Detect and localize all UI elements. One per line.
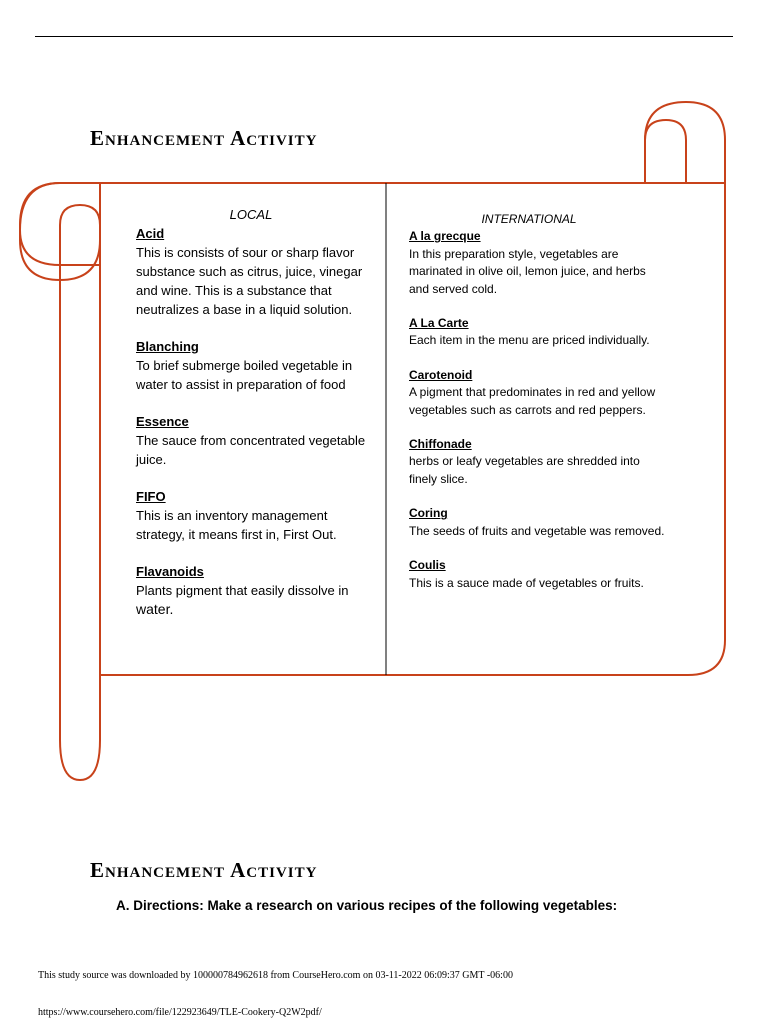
def-flavanoids-part2: water. [136,601,174,617]
term-a-la-carte: A La Carte [409,316,469,331]
international-title: INTERNATIONAL [481,212,577,226]
term-blanching: Blanching [136,339,199,354]
intl-entry-coulis [409,557,669,592]
def-essence: The sauce from concentrated vegetable juice. [136,433,366,467]
footer-url[interactable]: https://www.coursehero.com/file/122923649/TLE-Cookery-Q2W2pdf/ [38,1007,322,1018]
term-coulis: Coulis [409,558,446,573]
enhancement-activity-heading-2: Enhancement Activity [90,858,318,882]
local-entry-flavanoids [136,562,376,619]
local-entry-fifo [136,487,376,544]
intl-entry-carotenoid [409,367,669,419]
term-carotenoid: Carotenoid [409,367,473,382]
intl-entry-a-la-carte [409,315,669,350]
local-entry-blanching [136,337,376,394]
def-flavanoids [136,581,376,619]
international-column [409,211,669,609]
enhancement-activity-heading: Enhancement Activity [90,126,318,150]
local-column [136,205,376,637]
term-essence: Essence [136,414,189,429]
def-acid: This is consists of sour or sharp flavor substance such as citrus, juice, vinegar and wine. This is a substance that neutralizes a base in a liquid solution. [136,245,363,317]
def-flavanoids-part1: Plants pigment that easily dissolve in [136,583,349,598]
term-coring: Coring [409,506,448,521]
def-blanching: To brief submerge boiled vegetable in water to assist in preparation of food [136,358,353,392]
def-a-la-grecque: In this preparation style, vegetables are marinated in olive oil, lemon juice, and herbs and served cold. [409,246,646,296]
intl-entry-coring [409,505,669,540]
directions-text: A. Directions: Make a research on various recipes of the following vegetables: [116,898,618,913]
def-chiffonade: herbs or leafy vegetables are shredded into finely slice. [409,454,640,486]
term-chiffonade: Chiffonade [409,437,472,452]
local-title: LOCAL [229,207,273,222]
intl-entry-a-la-grecque [409,228,669,298]
term-fifo: FIFO [136,489,166,504]
local-entry-acid [136,224,376,319]
def-coulis: This is a sauce made of vegetables or fruits. [409,575,644,590]
term-a-la-grecque: A la grecque [409,229,481,244]
term-flavanoids: Flavanoids [136,564,204,579]
def-fifo: This is an inventory management strategy, it means first in, First Out. [136,508,337,542]
def-coring: The seeds of fruits and vegetable was removed. [409,523,665,538]
footer-source: This study source was downloaded by 100000784962618 from CourseHero.com on 03-11-2022 06:09:37 GMT -06:00 [38,970,513,981]
right-roll [645,120,686,183]
def-carotenoid: A pigment that predominates in red and yellow vegetables such as carrots and red peppers. [409,385,656,417]
local-entry-essence [136,412,376,469]
left-roll [20,183,100,780]
term-acid: Acid [136,226,165,241]
def-a-la-carte: Each item in the menu are priced individually. [409,333,650,348]
intl-entry-chiffonade [409,436,669,488]
